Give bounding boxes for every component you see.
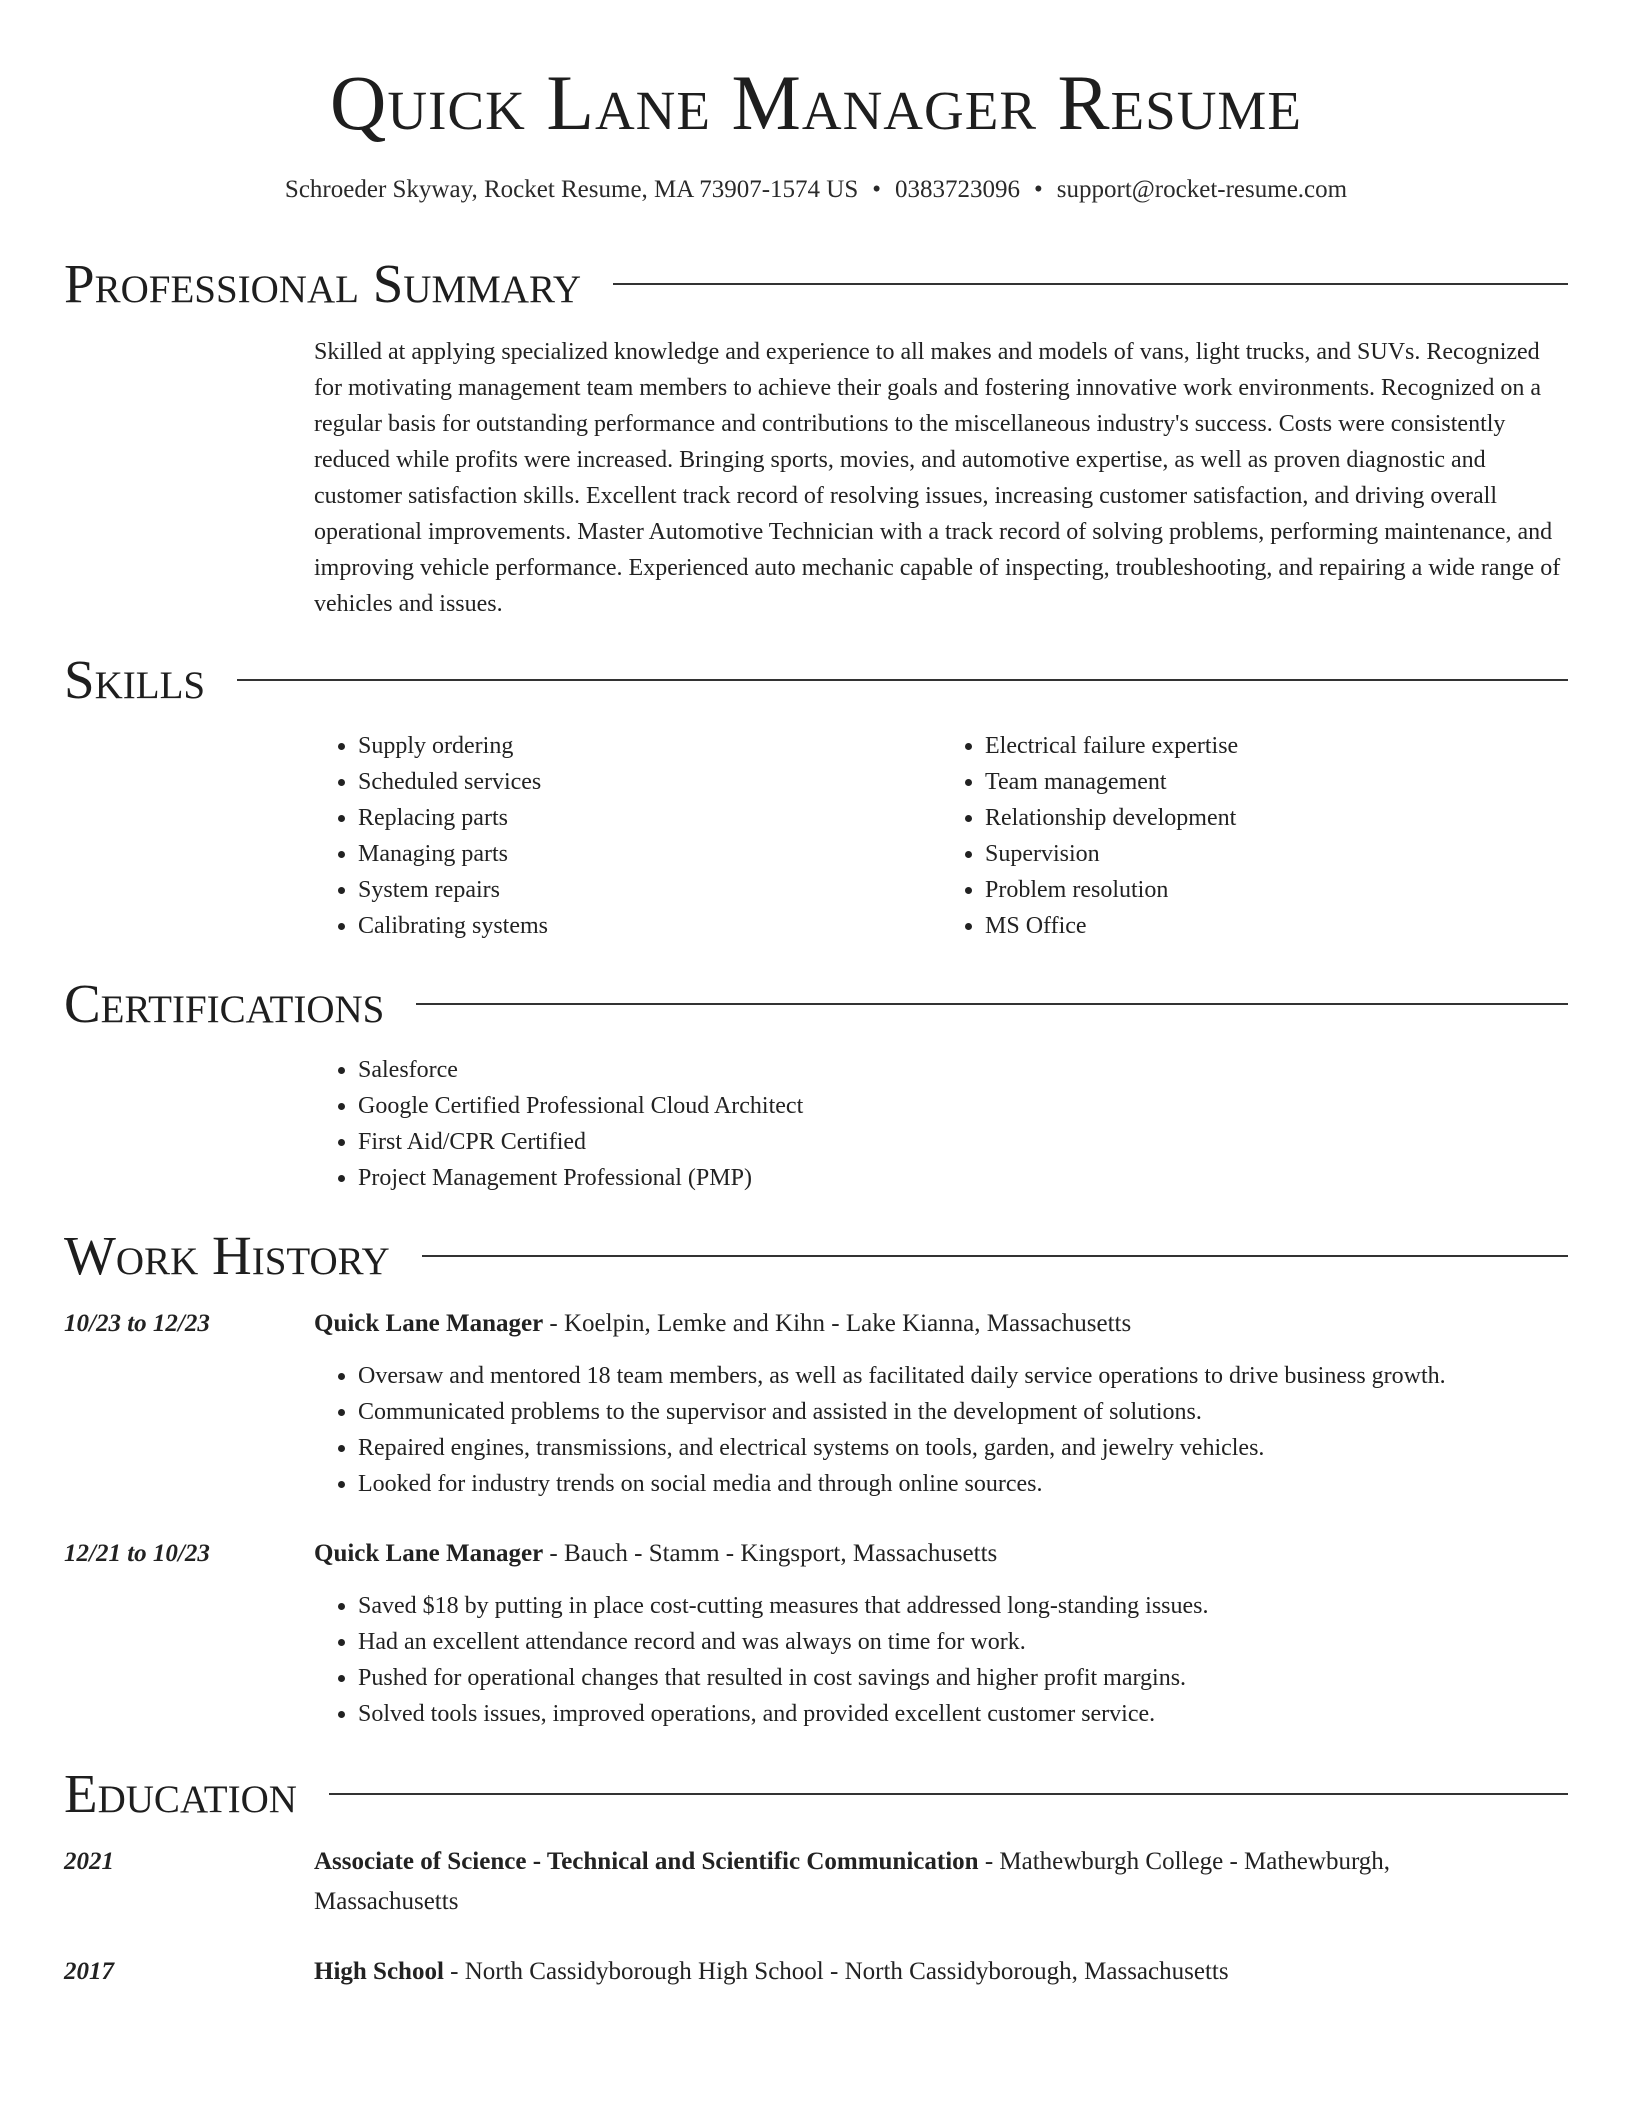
skill-item: • Problem resolution (985, 872, 1568, 908)
education-year: 2017 (64, 1958, 114, 1985)
skill-item: • Replacing parts (358, 800, 941, 836)
certification-item: • Project Management Professional (PMP) (358, 1160, 1568, 1196)
job-employer-location: - Koelpin, Lemke and Kihn - Lake Kianna, Massachusetts (543, 1310, 1132, 1337)
work-bullets (314, 1588, 1568, 1732)
skill-item: • Relationship development (985, 800, 1568, 836)
certifications-section-header (64, 974, 1568, 1034)
education-section-header (64, 1764, 1568, 1824)
responsibility-item: • Looked for industry trends on social media and through online sources. (358, 1466, 1568, 1502)
contact-separator: • (1034, 176, 1043, 203)
school-location: - North Cassidyborough High School - North Cassidyborough, Massachusetts (443, 1958, 1229, 1985)
education-heading: Education (64, 1763, 297, 1824)
skill-item: • Managing parts (358, 836, 941, 872)
summary-text: Skilled at applying specialized knowledge and experience to all makes and models of vans, light trucks, and SUVs. Recognized for motivating management team members to achieve their goals and fostering innovative work environments. Recognized on a regular basis for outstanding performance and contributions to the miscellaneous industry's success. Costs were consistently reduced while profits were increased. Bringing sports, movies, and automotive expertise, as well as proven diagnostic and customer satisfaction skills. Excellent track record of resolving issues, increasing customer satisfaction, and driving overall operational improvements. Master Automotive Technician with a track record of solving problems, performing maintenance, and improving vehicle performance. Experienced auto mechanic capable of inspecting, troubleshooting, and repairing a wide range of vehicles and issues. (314, 339, 1561, 617)
work-dates: 12/21 to 10/23 (64, 1540, 210, 1567)
education-detail (314, 1842, 1514, 1922)
skills-section-header (64, 650, 1568, 710)
section-divider (422, 1255, 1568, 1257)
certification-item: • First Aid/CPR Certified (358, 1124, 1568, 1160)
resume-title: Quick Lane Manager Resume (330, 59, 1302, 146)
certifications-list (314, 1052, 1568, 1196)
responsibility-item: • Solved tools issues, improved operations, and provided excellent customer service. (358, 1696, 1568, 1732)
summary-heading: Professional Summary (64, 253, 582, 314)
skills-content (314, 728, 1568, 944)
degree-title: Associate of Science - Technical and Scientific Communication (314, 1848, 979, 1875)
certification-item: • Google Certified Professional Cloud Architect (358, 1088, 1568, 1124)
certifications-heading: Certifications (64, 973, 385, 1034)
work-dates: 10/23 to 12/23 (64, 1310, 210, 1337)
job-title: Quick Lane Manager (314, 1310, 544, 1337)
responsibility-item: • Repaired engines, transmissions, and electrical systems on tools, garden, and jewelry vehicles. (358, 1430, 1568, 1466)
work-history-section-header (64, 1226, 1568, 1286)
certifications-content (314, 1052, 1568, 1196)
skill-item: • Electrical failure expertise (985, 728, 1568, 764)
responsibility-item: • Communicated problems to the supervisor and assisted in the development of solutions. (358, 1394, 1568, 1430)
contact-line (64, 174, 1568, 206)
section-divider (237, 679, 1568, 681)
job-title: Quick Lane Manager (314, 1540, 544, 1567)
degree-title: High School (314, 1958, 444, 1985)
skill-item: • Supervision (985, 836, 1568, 872)
skill-item: • Calibrating systems (358, 908, 941, 944)
skill-item: • Scheduled services (358, 764, 941, 800)
job-employer-location: - Bauch - Stamm - Kingsport, Massachusetts (543, 1540, 998, 1567)
skill-item: • System repairs (358, 872, 941, 908)
responsibility-item: • Saved $18 by putting in place cost-cutting measures that addressed long-standing issues. (358, 1588, 1568, 1624)
skills-list-right (941, 728, 1568, 944)
responsibility-item: • Pushed for operational changes that resulted in cost savings and higher profit margins. (358, 1660, 1568, 1696)
contact-phone[interactable]: 0383723096 (895, 176, 1021, 203)
work-role (314, 1304, 1514, 1344)
skills-list-left (314, 728, 941, 944)
work-history-heading: Work History (64, 1225, 390, 1286)
school-location: - Mathewburgh College - Mathewburgh, Massachusetts (314, 1848, 1391, 1915)
contact-address: Schroeder Skyway, Rocket Resume, MA 73907-1574 US (284, 176, 859, 203)
skill-item: • MS Office (985, 908, 1568, 944)
responsibility-item: • Oversaw and mentored 18 team members, as well as facilitated daily service operations to drive business growth. (358, 1358, 1568, 1394)
contact-email[interactable]: support@rocket-resume.com (1056, 176, 1348, 203)
skill-item: • Team management (985, 764, 1568, 800)
responsibility-item: • Had an excellent attendance record and was always on time for work. (358, 1624, 1568, 1660)
skills-heading: Skills (64, 649, 206, 710)
contact-separator: • (872, 176, 882, 203)
skill-item: • Supply ordering (358, 728, 941, 764)
work-bullets (314, 1358, 1568, 1502)
certification-item: • Salesforce (358, 1052, 1568, 1088)
summary-section-header (64, 254, 1568, 314)
work-role (314, 1534, 1514, 1574)
education-year: 2021 (64, 1848, 114, 1875)
section-divider (329, 1793, 1568, 1795)
responsibility-list (314, 1588, 1568, 1732)
section-divider (613, 283, 1568, 285)
summary-content (314, 334, 1568, 622)
responsibility-list (314, 1358, 1568, 1502)
skills-columns (314, 728, 1568, 944)
section-divider (416, 1003, 1568, 1005)
education-detail (314, 1952, 1514, 1992)
